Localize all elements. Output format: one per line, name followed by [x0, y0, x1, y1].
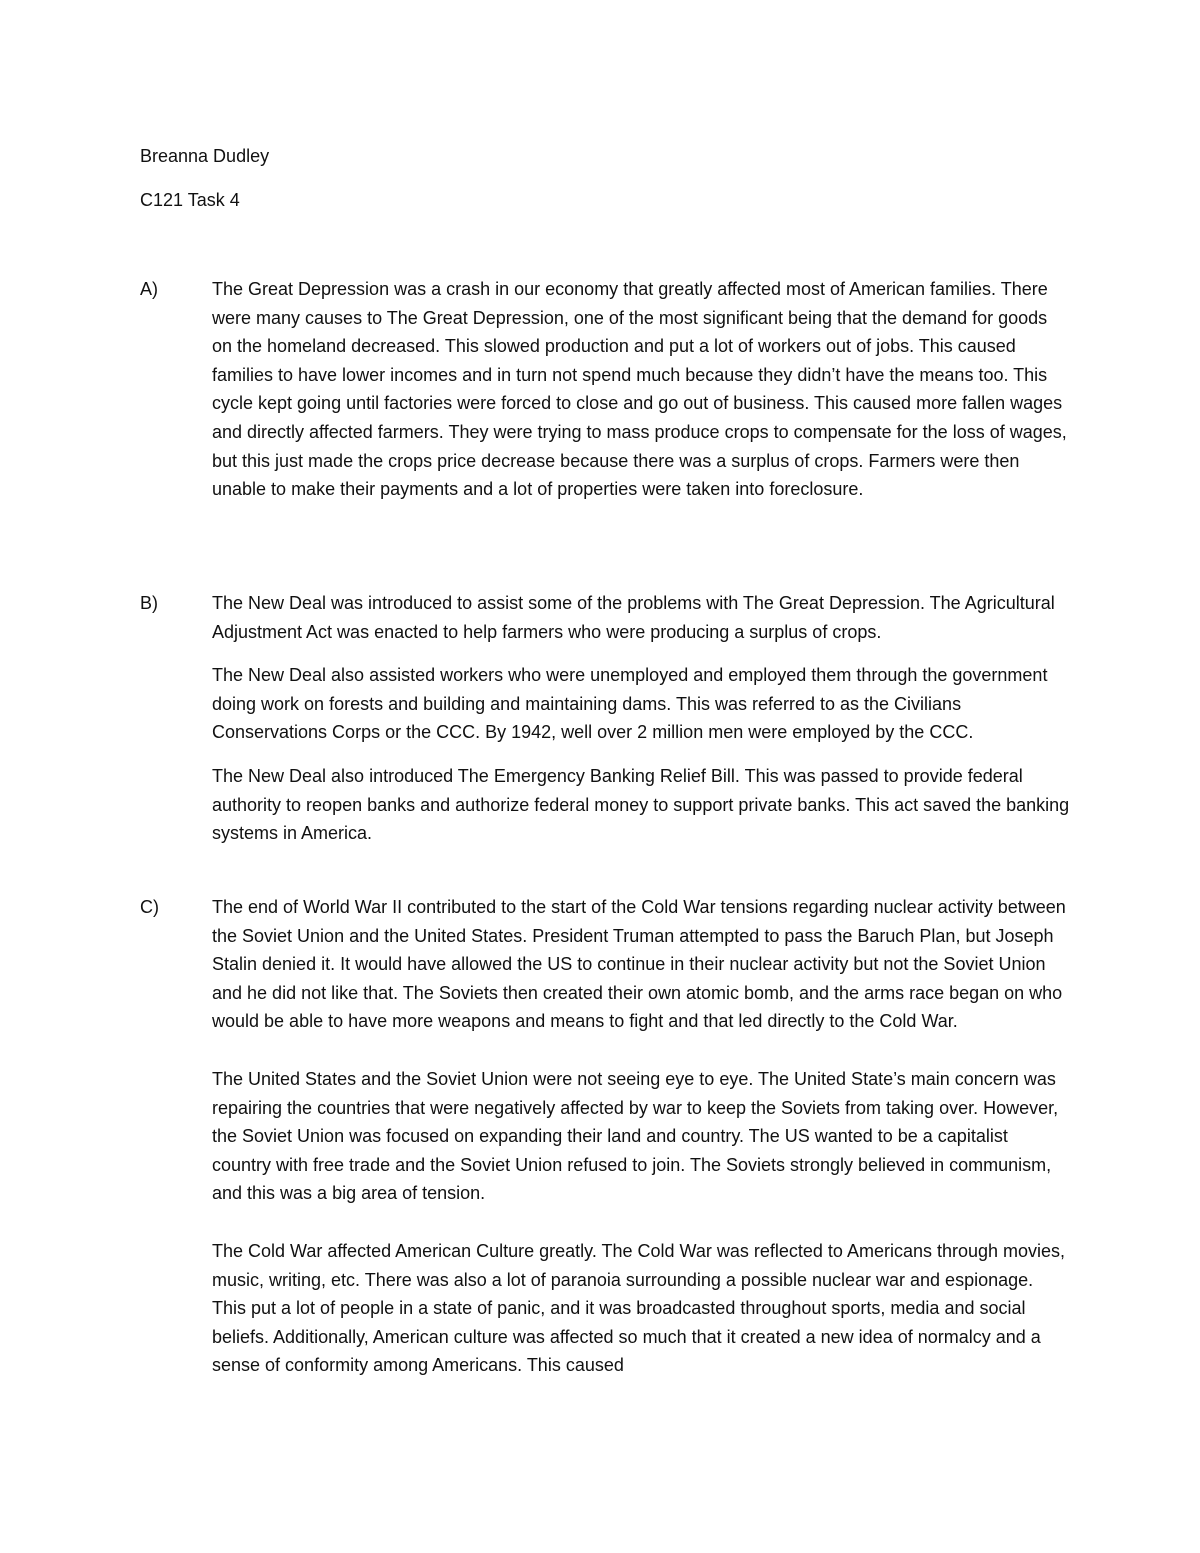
- section-label: C): [140, 897, 159, 917]
- paragraph: The New Deal also assisted workers who were unemployed and employed them through the government doing work on forests and building and maintaining dams. This was referred to as the Civilians Conservations Corps or the CCC. By 1942, well over 2 million men were employed by the CCC.: [212, 665, 1048, 743]
- section-label: A): [140, 279, 158, 299]
- section-a: [140, 275, 1070, 504]
- paragraph: The end of World War II contributed to the start of the Cold War tensions regarding nuclear activity between the Soviet Union and the United States. President Truman attempted to pass the Baruch Plan, but Joseph Stalin denied it. It would have allowed the US to continue in their nuclear activity but not the Soviet Union and he did not like that. The Soviets then created their own atomic bomb, and the arms race began on who would be able to have more weapons and means to fight and that led directly to the Cold War.: [212, 897, 1066, 1032]
- section-label: B): [140, 593, 158, 613]
- section-body: [212, 275, 1070, 504]
- task-title: C121 Task 4: [140, 190, 240, 210]
- section-c: [140, 893, 1070, 1380]
- author-name: Breanna Dudley: [140, 146, 270, 166]
- paragraph: The New Deal also introduced The Emergency Banking Relief Bill. This was passed to provide federal authority to reopen banks and authorize federal money to support private banks. This act saved the banking systems in America.: [212, 765, 1070, 844]
- section-body: [212, 589, 1070, 848]
- section-b: [140, 589, 1070, 848]
- paragraph: The Great Depression was a crash in our economy that greatly affected most of American families. There were many causes to The Great Depression, one of the most significant being that the demand for goods on the homeland decreased. This slowed production and put a lot of workers out of jobs. This caused families to have lower incomes and in turn not spend much because they didn’t have the means too. This cycle kept going until factories were forced to close and go out of business. This caused more fallen wages and directly affected farmers. They were trying to mass produce crops to compensate for the loss of wages, but this just made the crops price decrease because there was a surplus of crops. Farmers were then unable to make their payments and a lot of properties were taken into foreclosure.: [212, 279, 1067, 500]
- paragraph: The New Deal was introduced to assist some of the problems with The Great Depression. The Agricultural Adjustment Act was enacted to help farmers who were producing a surplus of crops.: [212, 593, 1055, 642]
- paragraph: The Cold War affected American Culture greatly. The Cold War was reflected to Americans through movies, music, writing, etc. There was also a lot of paranoia surrounding a possible nuclear war and espionage. This put a lot of people in a state of panic, and it was broadcasted throughout sports, media and social beliefs. Additionally, American culture was affected so much that it created a new idea of normalcy and a sense of conformity among Americans. This caused: [212, 1240, 1066, 1376]
- section-body: [212, 893, 1070, 1380]
- paragraph: The United States and the Soviet Union were not seeing eye to eye. The United State’s main concern was repairing the countries that were negatively affected by war to keep the Soviets from taking over. However, the Soviet Union was focused on expanding their land and country. The US wanted to be a capitalist country with free trade and the Soviet Union refused to join. The Soviets strongly believed in communism, and this was a big area of tension.: [212, 1068, 1059, 1204]
